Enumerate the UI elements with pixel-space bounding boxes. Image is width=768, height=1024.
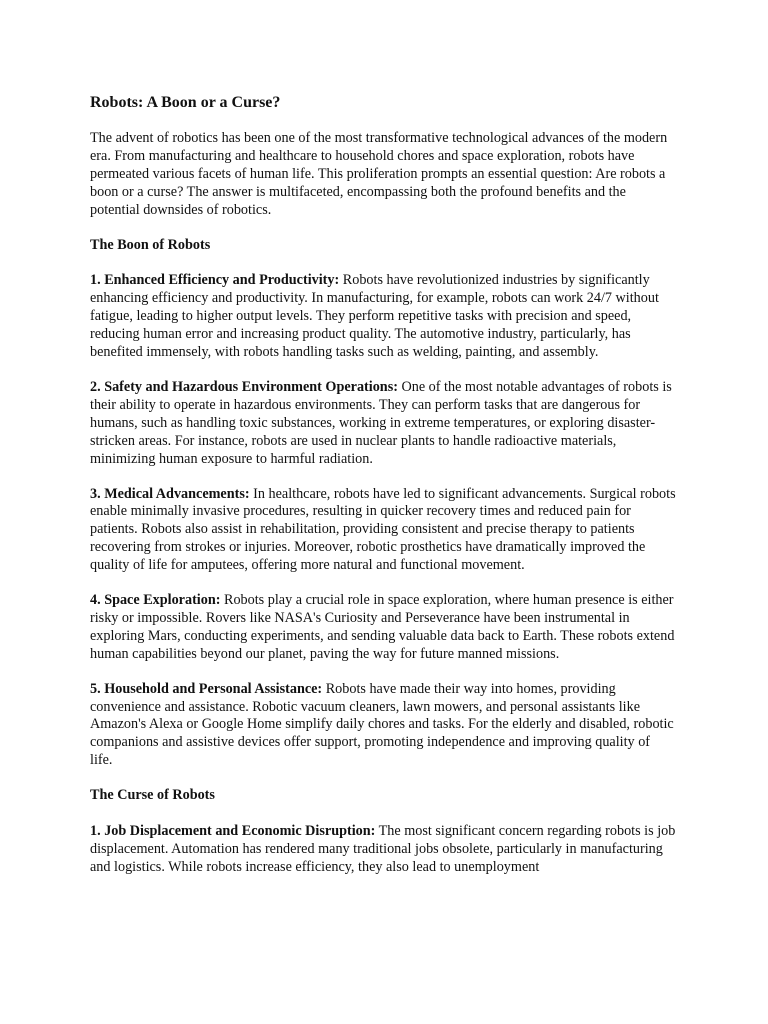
document-page xyxy=(90,92,676,894)
boon-item-4-lead: 4. Space Exploration: xyxy=(90,592,221,609)
boon-item-2-lead: 2. Safety and Hazardous Environment Operations: xyxy=(90,378,398,395)
boon-item-3-text: In healthcare, robots have led to significant advancements. Surgical robots enable minimally invasive procedures, resulting in quicker recovery times and reduced pain for patients. Robots also assist in rehabilitation, providing consistent and precise therapy to patients recovering from strokes or injuries. Moreover, robotic prosthetics have dramatically improved the quality of life for amputees, offering more natural and functional movement. xyxy=(90,485,676,574)
boon-item-4 xyxy=(90,592,676,664)
boon-item-2 xyxy=(90,379,676,469)
boon-item-5-lead: 5. Household and Personal Assistance: xyxy=(90,680,323,697)
boon-item-5 xyxy=(90,681,676,771)
curse-item-1 xyxy=(90,823,676,877)
boon-item-3-lead: 3. Medical Advancements: xyxy=(90,485,250,502)
boon-item-5-text: Robots have made their way into homes, providing convenience and assistance. Robotic vacuum cleaners, lawn mowers, and personal assistants like Amazon's Alexa or Google Home simplify daily chores and tasks. For the elderly and disabled, robotic companions and assistive devices offer support, promoting independence and improving quality of life. xyxy=(90,680,674,769)
boon-item-4-text: Robots play a crucial role in space exploration, where human presence is either risky or impossible. Rovers like NASA's Curiosity and Perseverance have been instrumental in exploring Mars, conducting experiments, and sending valuable data back to Earth. These robots extend human capabilities beyond our planet, paving the way for future manned missions. xyxy=(90,592,675,662)
curse-item-1-text: The most significant concern regarding robots is job displacement. Automation has rendered many traditional jobs obsolete, particularly in manufacturing and logistics. While robots increase efficiency, they also lead to unemployment xyxy=(90,823,676,875)
document-title: Robots: A Boon or a Curse? xyxy=(90,94,281,111)
boon-item-1-lead: 1. Enhanced Efficiency and Productivity: xyxy=(90,272,340,289)
boon-item-2-text: One of the most notable advantages of robots is their ability to operate in hazardous environments. They can perform tasks that are dangerous for humans, such as handling toxic substances, working in extreme temperatures, or exploring disaster-stricken areas. For instance, robots are used in nuclear plants to handle radioactive materials, minimizing human exposure to harmful radiation. xyxy=(90,378,672,467)
boon-heading: The Boon of Robots xyxy=(90,236,211,253)
boon-item-3 xyxy=(90,486,676,576)
intro-paragraph: The advent of robotics has been one of the most transformative technological advances of the modern era. From manufacturing and healthcare to household chores and space exploration, robots have permeated various facets of human life. This proliferation prompts an essential question: Are robots a boon or a curse? The answer is multifaceted, encompassing both the profound benefits and the potential downsides of robotics. xyxy=(90,130,668,218)
curse-heading: The Curse of Robots xyxy=(90,787,215,804)
boon-item-1 xyxy=(90,272,676,362)
boon-item-1-text: Robots have revolutionized industries by significantly enhancing efficiency and productivity. In manufacturing, for example, robots can work 24/7 without fatigue, leading to higher output levels. They perform repetitive tasks with precision and speed, reducing human error and increasing product quality. The automotive industry, particularly, has benefited immensely, with robots handling tasks such as welding, painting, and assembly. xyxy=(90,272,659,361)
curse-item-1-lead: 1. Job Displacement and Economic Disruption: xyxy=(90,823,376,840)
